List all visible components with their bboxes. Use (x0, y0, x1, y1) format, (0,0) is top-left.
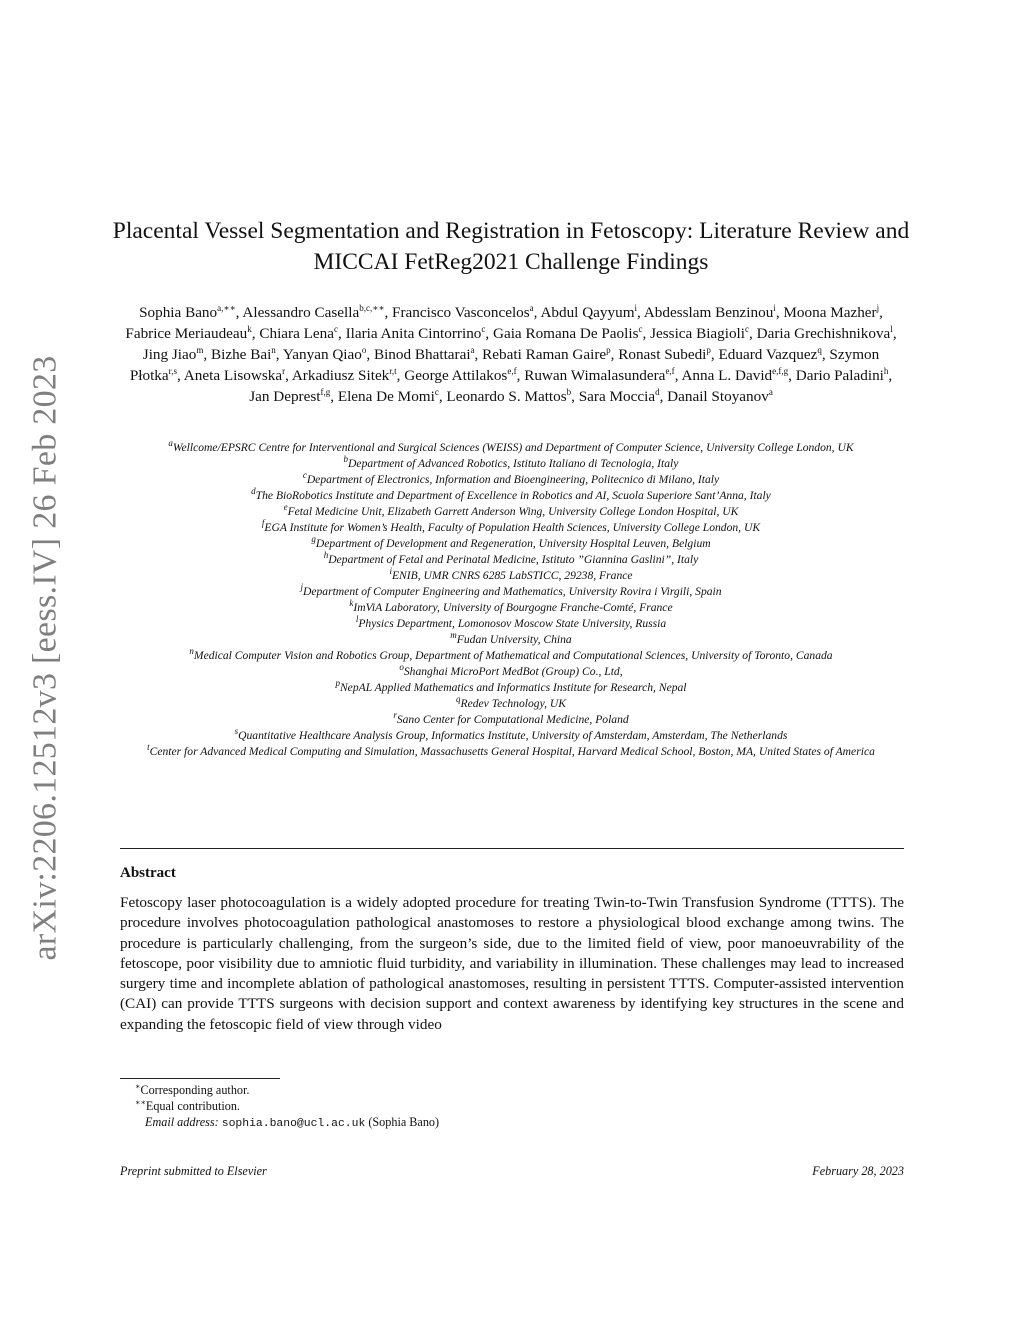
footnote-symbol: ∗∗ (135, 1097, 146, 1107)
author-name: Gaia Romana De Paolis (492, 325, 639, 342)
author-affiliation-marker: c (638, 323, 643, 334)
author-affiliation-marker: a (768, 386, 773, 397)
affiliation (118, 744, 904, 760)
author-affiliation-marker: e,f (507, 365, 517, 376)
footnote-symbol: ∗ (135, 1081, 141, 1091)
affiliation-key: h (323, 550, 329, 561)
author (125, 325, 251, 342)
author-name: Moona Mazher (783, 304, 877, 321)
affiliation-text: Wellcome/EPSRC Centre for Interventional and Surgical Sciences (WEISS) and Department of Computer Science, University College London, UK (172, 441, 854, 454)
affiliation (118, 696, 904, 712)
affiliation (118, 600, 904, 616)
author-name: Jessica Biagioli (650, 325, 746, 342)
affiliation-key: q (455, 694, 461, 705)
author (392, 304, 534, 321)
affiliation-text: Department of Computer Engineering and Mathematics, University Rovira i Virgili, Spain (302, 585, 722, 598)
affiliation-text: The BioRobotics Institute and Department of Excellence in Robotics and AI, Scuola Superiore Sant’Anna, Italy (255, 489, 771, 502)
author (579, 388, 660, 405)
author-name: Sophia Bano (139, 304, 218, 321)
author-name: Francisco Vasconcelos (392, 304, 530, 321)
author-name: Ronast Subedi (618, 346, 707, 363)
affiliation-key: t (147, 742, 150, 753)
author (211, 346, 276, 363)
affiliation-text: Redev Technology, UK (460, 697, 566, 710)
author (346, 325, 486, 342)
affiliation-text: Quantitative Healthcare Analysis Group, Informatics Institute, University of Amsterdam, Amsterdam, The Netherlands (238, 729, 788, 742)
affiliation-text: ImViA Laboratory, University of Bourgogne Franche-Comté, France (353, 601, 673, 614)
affiliation-text: Department of Electronics, Information and Bioengineering, Politecnico di Milano, Italy (306, 473, 720, 486)
author-affiliation-marker: o (361, 344, 367, 355)
author (783, 304, 879, 321)
affiliation-text: Shanghai MicroPort MedBot (Group) Co., Ltd, (403, 665, 623, 678)
affiliation-text: Sano Center for Computational Medicine, Poland (396, 713, 629, 726)
author (667, 388, 773, 405)
author-affiliation-marker: c (481, 323, 486, 334)
author (482, 346, 610, 363)
author (184, 367, 285, 384)
affiliation-key: s (234, 726, 239, 737)
author-affiliation-marker: p (606, 344, 611, 355)
author (644, 304, 776, 321)
author (143, 346, 204, 363)
author (242, 304, 384, 321)
author (524, 367, 675, 384)
affiliation-text: Department of Development and Regeneration, University Hospital Leuven, Belgium (315, 537, 711, 550)
author-name: Fabrice Meriaudeau (125, 325, 248, 342)
affiliation-key: b (343, 454, 349, 465)
author-name: Yanyan Qiao (282, 346, 362, 363)
affiliation-key: d (251, 486, 256, 497)
affiliation (118, 536, 904, 552)
author (292, 367, 397, 384)
footnotes (120, 1082, 620, 1132)
affiliation-text: EGA Institute for Women’s Health, Faculty of Population Health Sciences, University College London, UK (264, 521, 761, 534)
affiliation (118, 664, 904, 680)
footnote-corresponding-text: Corresponding author. (140, 1083, 250, 1097)
email-label: Email address: (145, 1115, 219, 1129)
author-affiliation-marker: a,∗∗ (217, 302, 236, 313)
affiliation (118, 456, 904, 472)
affiliation-key: j (300, 582, 303, 593)
author-affiliation-marker: a (470, 344, 475, 355)
author (719, 346, 822, 363)
author-name: Binod Bhattarai (373, 346, 471, 363)
affiliation-text: ENIB, UMR CNRS 6285 LabSTICC, 29238, France (391, 569, 633, 582)
affiliation-key: l (355, 614, 359, 625)
author-affiliation-marker: l (890, 323, 893, 334)
author-name: Abdesslam Benzinou (643, 304, 774, 321)
author-name: Danail Stoyanov (667, 388, 769, 405)
author-name: Aneta Lisowska (183, 367, 283, 384)
affiliation-text: NepAL Applied Mathematics and Informatics Institute for Research, Nepal (339, 681, 687, 694)
author-name: Ilaria Anita Cintorrino (345, 325, 482, 342)
affiliation-text: Department of Fetal and Perinatal Medicine, Istituto ”Giannina Gaslini”, Italy (328, 553, 699, 566)
affiliation-key: a (168, 438, 173, 449)
footnote-corresponding (120, 1082, 620, 1098)
email-owner: (Sophia Bano) (368, 1115, 440, 1129)
author (446, 388, 571, 405)
author-name: Jan Deprest (249, 388, 321, 405)
affiliation (118, 616, 904, 632)
author-name: Chiara Lena (259, 325, 334, 342)
author-affiliation-marker: c (745, 323, 750, 334)
affiliation (118, 520, 904, 536)
arxiv-identifier-stamp (16, 355, 76, 960)
email-address-link[interactable]: sophia.bano@ucl.ac.uk (221, 1118, 366, 1130)
affiliation-key: m (450, 630, 457, 641)
footer-date: February 28, 2023 (812, 1164, 904, 1178)
author-affiliation-marker: r (282, 365, 286, 376)
affiliation-list (118, 440, 904, 760)
affiliation-text: Medical Computer Vision and Robotics Group, Department of Mathematical and Computational Sciences, University of Toronto, Canada (193, 649, 833, 662)
author (796, 367, 889, 384)
affiliation (118, 552, 904, 568)
author-affiliation-marker: k (247, 323, 252, 334)
author-affiliation-marker: j (876, 302, 880, 313)
abstract-divider (120, 848, 904, 849)
abstract-heading: Abstract (120, 865, 176, 881)
author-name: Daria Grechishnikova (756, 325, 891, 342)
author (374, 346, 475, 363)
author-affiliation-marker: q (817, 344, 822, 355)
author-affiliation-marker: d (655, 386, 660, 397)
author-name: Dario Paladini (795, 367, 884, 384)
footer-preprint-note: Preprint submitted to Elsevier (120, 1164, 267, 1178)
footnote-equal (120, 1098, 620, 1114)
author (757, 325, 893, 342)
author (618, 346, 711, 363)
author-name: Rebati Raman Gaire (482, 346, 607, 363)
author-name: Anna L. David (681, 367, 773, 384)
author-name: George Attilakos (404, 367, 508, 384)
author (650, 325, 749, 342)
affiliation-key: o (399, 662, 404, 673)
author (139, 304, 236, 321)
affiliation (118, 728, 904, 744)
affiliation-key: i (389, 566, 392, 577)
affiliation-text: Fudan University, China (456, 633, 572, 646)
author-affiliation-marker: e,f (665, 365, 675, 376)
affiliation-text: Department of Advanced Robotics, Istituto Italiano di Tecnologia, Italy (348, 457, 679, 470)
author-affiliation-marker: c (333, 323, 338, 334)
affiliation-key: n (189, 646, 194, 657)
author-name: Ruwan Wimalasundera (524, 367, 666, 384)
author-name: Abdul Qayyum (540, 304, 635, 321)
author-affiliation-marker: h (883, 365, 889, 376)
affiliation-key: r (393, 710, 397, 721)
author-name: Bizhe Bai (210, 346, 272, 363)
author-affiliation-marker: r,s (168, 365, 178, 376)
affiliation-text: Physics Department, Lomonosov Moscow State University, Russia (358, 617, 667, 630)
paper-title: Placental Vessel Segmentation and Registration in Fetoscopy: Literature Review and MICCAI FetReg2021 Challenge Findings (112, 218, 910, 275)
abstract-body: Fetoscopy laser photocoagulation is a widely adopted procedure for treating Twin-to-Twin Transfusion Syndrome (TTTS). The procedure involves photocoagulation pathological anastomoses to restore a physiological blood exchange among twins. The procedure is particularly challenging, from the surgeon’s side, due to the limited field of view, poor manoeuvrability of the fetoscope, poor visibility due to amniotic fluid turbidity, and variability in illumination. These challenges may lead to increased surgery time and incomplete ablation of pathological anastomoses, resulting in persistent TTTS. Computer-assisted intervention (CAI) can provide TTTS surgeons with decision support and context awareness by identifying key structures in the scene and expanding the fetoscopic field of view through video (120, 894, 904, 1033)
author-affiliation-marker: b,c,∗∗ (359, 302, 385, 313)
author-affiliation-marker: c (434, 386, 439, 397)
author-name: Elena De Momi (337, 388, 435, 405)
affiliation-key: p (335, 678, 340, 689)
author-list: Sophia Bano$^{a,∗∗}$, Alessandro Casella$^{b,c,∗∗}$, Francisco Vasconcelos$^a$, Abdul Qayyum$^i$, Abdesslam Benzinou$^i$, Moona Mazher$^j$, Fabrice Meriaudeau$^k$, Chiara Lena$^c$, Ilaria Anita Cintorrino$^c$, Gaia Romana De Paolis$^c$, Jessica Biagioli$^c$, Daria Grechishnikova$^l$, Jing Jiao$^m$, Bizhe Bai$^n$, Yanyan Qiao$^o$, Binod Bhattarai$^a$, Rebati Raman Gaire$^p$, Ronast Subedi$^p$, Eduard Vazquez$^q$, Szymon Płotka$^{r,s}$, Aneta Lisowska$^r$, Arkadiusz Sitek$^{r,t}$, George Attilakos$^{e,f}$, Ruwan Wimalasundera$^{e,f}$, Anna L. David$^{e,f,g}$, Dario Paladini$^h$, Jan Deprest$^{f,g}$, Elena De Momi$^c$, Leonardo S. Mattos$^b$, Sara Moccia$^d$, Danail Stoyanov$^a$ (125, 302, 897, 405)
author (338, 388, 439, 405)
footnote-email (120, 1114, 620, 1132)
arxiv-identifier-text: arXiv:2206.12512v3 [eess.IV] 26 Feb 2023 (27, 354, 64, 961)
author (681, 367, 788, 384)
footnote-divider (120, 1078, 280, 1079)
author-affiliation-marker: i (634, 302, 638, 313)
author-name: Sara Moccia (578, 388, 656, 405)
author-affiliation-marker: b (566, 386, 572, 397)
author-affiliation-marker: f,g (320, 386, 331, 397)
author-name: Arkadiusz Sitek (291, 367, 390, 384)
author (540, 304, 637, 321)
affiliation-text: Center for Advanced Medical Computing and Simulation, Massachusetts General Hospital, Harvard Medical School, Boston, MA, United States of America (149, 745, 875, 758)
footnote-equal-text: Equal contribution. (145, 1099, 240, 1113)
author-affiliation-marker: n (271, 344, 276, 355)
affiliation (118, 472, 904, 488)
author-affiliation-marker: r,t (389, 365, 397, 376)
affiliation (118, 440, 904, 456)
affiliation-key: g (311, 534, 316, 545)
author-affiliation-marker: e,f,g (772, 365, 789, 376)
affiliation-key: k (349, 598, 354, 609)
affiliation (118, 504, 904, 520)
author-affiliation-marker: p (706, 344, 711, 355)
author-name: Szymon Płotka (129, 346, 880, 384)
affiliation (118, 488, 904, 504)
affiliation (118, 632, 904, 648)
author-name: Leonardo S. Mattos (446, 388, 567, 405)
author-name: Alessandro Casella (242, 304, 360, 321)
affiliation-text: Fetal Medicine Unit, Elizabeth Garrett Anderson Wing, University College London Hospital, UK (287, 505, 739, 518)
affiliation (118, 680, 904, 696)
author (249, 388, 330, 405)
author-name: Jing Jiao (142, 346, 197, 363)
author (283, 346, 367, 363)
affiliation (118, 568, 904, 584)
affiliation-key: c (302, 470, 307, 481)
author (404, 367, 516, 384)
affiliation-key: f (261, 518, 265, 529)
author (493, 325, 643, 342)
affiliation-key: e (283, 502, 288, 513)
author-affiliation-marker: a (529, 302, 534, 313)
affiliation (118, 648, 904, 664)
author-affiliation-marker: i (773, 302, 776, 313)
author-affiliation-marker: m (196, 344, 204, 355)
author-name: Eduard Vazquez (718, 346, 818, 363)
affiliation (118, 584, 904, 600)
author (259, 325, 338, 342)
